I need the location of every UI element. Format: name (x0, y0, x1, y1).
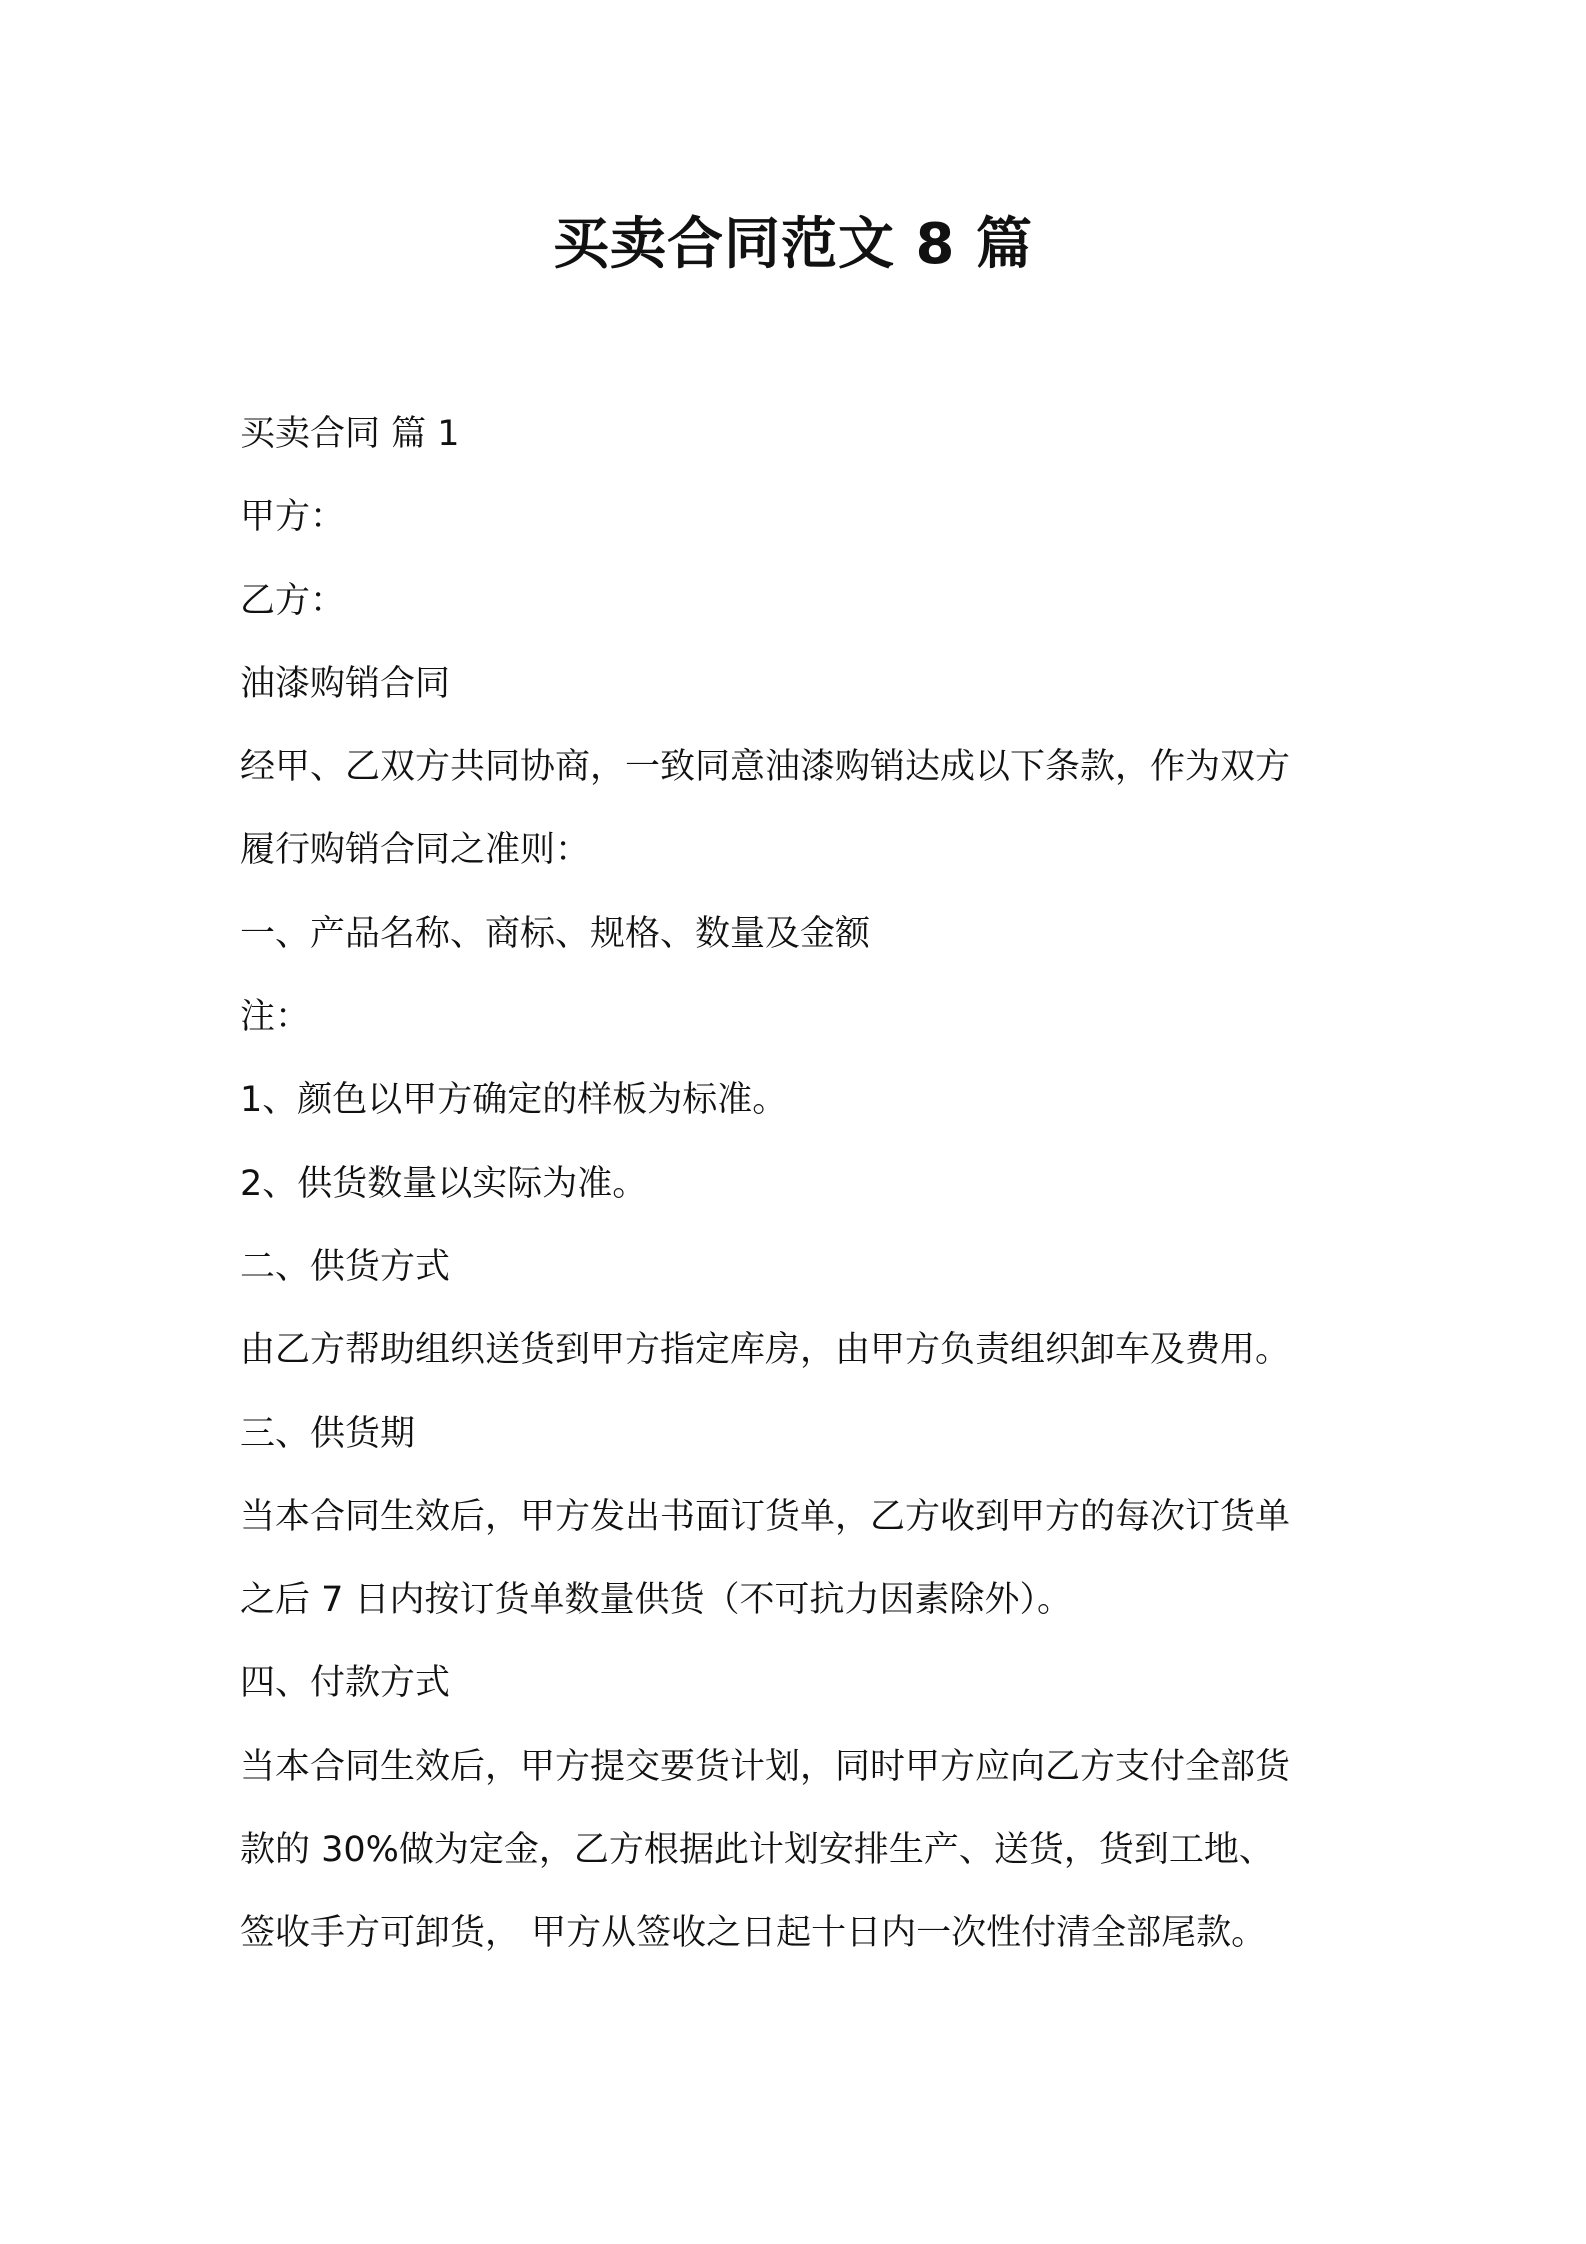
paragraph-line: 履行购销合同之准则： (240, 830, 591, 871)
paragraph-line: 由乙方帮助组织送货到甲方指定库房，由甲方负责组织卸车及费用。 (240, 1330, 1291, 1371)
document-body (240, 393, 1350, 1976)
clause-heading-3: 三、供货期 (240, 1413, 416, 1454)
clause-heading-4: 四、付款方式 (240, 1663, 451, 1704)
paragraph-line: 经甲、乙双方共同协商，一致同意油漆购销达成以下条款，作为双方 (240, 747, 1291, 788)
note-item-2: 2、供货数量以实际为准。 (240, 1163, 648, 1204)
clause-heading-2: 二、供货方式 (240, 1246, 451, 1287)
paragraph-line: 当本合同生效后，甲方提交要货计划，同时甲方应向乙方支付全部货 (240, 1746, 1291, 1787)
paragraph-line: 签收手方可卸货， 甲方从签收之日起十日内一次性付清全部尾款。 (240, 1913, 1267, 1954)
clause-heading-1: 一、产品名称、商标、规格、数量及金额 (240, 913, 871, 954)
party-b-line: 乙方： (240, 580, 346, 621)
note-item-1: 1、颜色以甲方确定的样板为标准。 (240, 1080, 788, 1121)
paragraph-line: 之后 7 日内按订货单数量供货（不可抗力因素除外）。 (240, 1580, 1073, 1621)
section-heading-part-1: 买卖合同 篇 1 (240, 414, 460, 454)
paragraph-line: 款的 30%做为定金，乙方根据此计划安排生产、送货，货到工地、 (240, 1830, 1274, 1871)
note-label: 注： (240, 997, 311, 1038)
contract-name: 油漆购销合同 (240, 663, 451, 704)
paragraph-line: 当本合同生效后，甲方发出书面订货单，乙方收到甲方的每次订货单 (240, 1496, 1291, 1537)
document-title: 买卖合同范文 8 篇 (553, 212, 1033, 277)
party-a-line: 甲方： (240, 497, 346, 538)
